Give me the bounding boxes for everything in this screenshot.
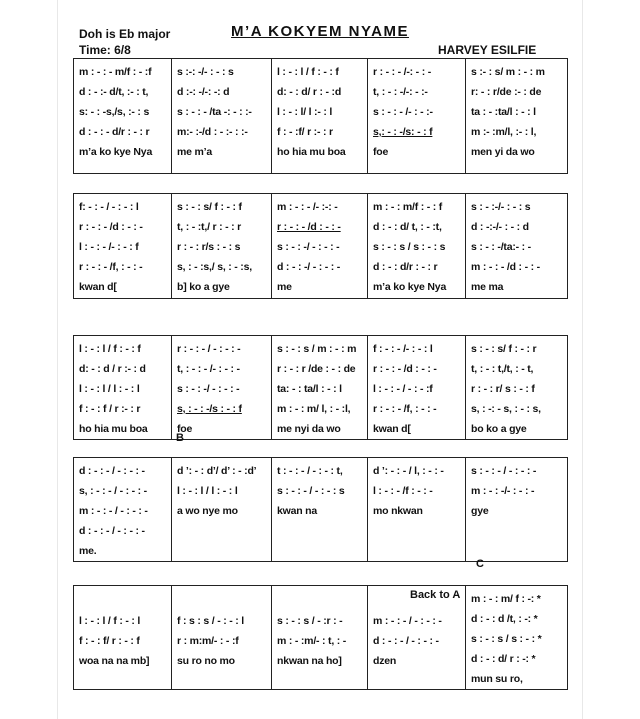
measure-cell: [466, 194, 568, 299]
solfa-line: f : - : - /- : - : l: [373, 343, 433, 355]
solfa-line: d ’: - : - / l, : - : -: [373, 465, 444, 477]
measure-cell: [172, 194, 272, 299]
solfa-line: r: - : r/de :- : de: [471, 86, 542, 98]
lyric-line: b] ko a gye: [177, 281, 230, 293]
solfa-line: m : - : - / - : - : -: [79, 505, 148, 517]
solfa-line: s : - : -/ - : - : -: [177, 383, 240, 395]
measure-cell: [74, 194, 172, 299]
composer-name: HARVEY ESILFIE: [438, 43, 537, 57]
measure-cell: [74, 59, 172, 174]
measure-cell: [466, 586, 568, 690]
measure-cell: [172, 336, 272, 440]
solfa-line: m : - : -/- : - : -: [471, 485, 535, 497]
solfa-line: t, : - :t,/ r : - : r: [177, 221, 242, 233]
measure-cell: [368, 336, 466, 440]
lyric-line: foe: [373, 146, 389, 158]
notation-system-1: [73, 58, 568, 174]
lyric-line: su ro no mo: [177, 655, 235, 667]
solfa-line: d : - : - / - : - : -: [373, 635, 439, 647]
solfa-line: l : - : l / f : - : f: [277, 66, 339, 78]
solfa-line: d :-: -/-: -: d: [177, 86, 230, 98]
solfa-line: s, : -: - s, : - : s,: [471, 403, 541, 415]
solfa-line: l : - : l / f : - : l: [79, 615, 141, 627]
solfa-line: s : - : s/ f : - : r: [471, 343, 537, 355]
solfa-line: s : - : - / - : - : s: [277, 485, 345, 497]
solfa-line: ta : - :ta/l : - : l: [471, 106, 536, 118]
solfa-line: d : - :- d/t, :- : t,: [79, 86, 149, 98]
measure-cell: [272, 458, 368, 562]
lyric-line: me.: [79, 545, 97, 557]
solfa-line: l : - : l/ l :- : l: [277, 106, 333, 118]
solfa-line: m : - : - /- :-: -: [277, 201, 338, 213]
measure-cell: [172, 458, 272, 562]
measure-cell: [368, 59, 466, 174]
solfa-line: f : - : f/ r : - : f: [79, 635, 140, 647]
solfa-line: l : - : - /- : - : f: [79, 241, 139, 253]
solfa-line: m : - : m/f : - : f: [373, 201, 443, 213]
solfa-line: d : - : -/ - : - : -: [277, 261, 341, 273]
lyric-line: woa na na mb]: [79, 655, 150, 667]
notation-system-3: [73, 335, 568, 440]
solfa-line: l : - : l / f : - : f: [79, 343, 141, 355]
solfa-line: r : - : - /f, : - : -: [373, 403, 437, 415]
solfa-line: r : - : - /d : - : -: [277, 221, 341, 233]
solfa-line: s : - : - /- : - :-: [373, 106, 433, 118]
solfa-line: l : - : l / l : - : l: [177, 485, 238, 497]
solfa-line: r : - : r/s : - : s: [177, 241, 241, 253]
solfa-line: d : - : d/r : - : r: [373, 261, 438, 273]
solfa-line: l : - : l / l : - : l: [79, 383, 140, 395]
notation-system-4: [73, 457, 568, 562]
measure-cell: [272, 59, 368, 174]
measure-cell: [368, 194, 466, 299]
lyric-line: nkwan na ho]: [277, 655, 342, 667]
solfa-line: f: - : - / - : - : l: [79, 201, 139, 213]
notation-system-5: [73, 585, 568, 690]
solfa-line: l : - : - / - : - :f: [373, 383, 433, 395]
solfa-line: s : - : s / m : - : m: [277, 343, 357, 355]
lyric-line: me m’a: [177, 146, 212, 158]
solfa-line: l : - : - /f : - : -: [373, 485, 433, 497]
solfa-line: d : - : d /t, : -: *: [471, 613, 538, 625]
solfa-line: f : - :f/ r :- : r: [277, 126, 333, 138]
solfa-line: r : - : - /-: - : -: [373, 66, 432, 78]
solfa-line: m :- :m/l, :- : l,: [471, 126, 537, 138]
section-marker-c: C: [476, 558, 484, 570]
solfa-line: s, : - : - / - : - : -: [79, 485, 147, 497]
lyric-line: mo nkwan: [373, 505, 423, 517]
measure-cell: [74, 586, 172, 690]
measure-cell: [172, 59, 272, 174]
solfa-line: s: - : -s,/s, :- : s: [79, 106, 150, 118]
solfa-line: t, : - : - /- : - : -: [177, 363, 240, 375]
solfa-line: m : - : - m/f : - :f: [79, 66, 152, 78]
solfa-line: t : - : - / - : - : t,: [277, 465, 343, 477]
lyric-line: kwan na: [277, 505, 318, 517]
song-title: M’A KOKYEM NYAME: [231, 23, 409, 40]
measure-cell: [74, 336, 172, 440]
solfa-line: f : - : f / r :- : r: [79, 403, 141, 415]
measure-cell: [466, 59, 568, 174]
solfa-line: r : - : r/ s : - : f: [471, 383, 535, 395]
measure-cell: [466, 458, 568, 562]
notation-system-2: [73, 193, 568, 299]
key-signature: Doh is Eb major: [79, 27, 171, 41]
solfa-line: s :-: -/- : - : s: [177, 66, 234, 78]
solfa-line: r : - : - /d : - : -: [79, 221, 143, 233]
measure-cell: [272, 194, 368, 299]
lyric-line: m’a ko kye Nya: [79, 146, 153, 158]
lyric-line: bo ko a gye: [471, 423, 527, 435]
solfa-line: s : - : -/ta:- : -: [471, 241, 531, 253]
solfa-line: s,: - : -/s: - : f: [373, 126, 433, 138]
lyric-line: me nyi da wo: [277, 423, 341, 435]
solfa-line: s : - :-/- : - : s: [471, 201, 531, 213]
solfa-line: f : s : s / - : - : l: [177, 615, 244, 627]
solfa-line: m : - : - /d : - : -: [471, 261, 540, 273]
measure-cell: [272, 586, 368, 690]
solfa-line: m : - : m/ l, : - :l,: [277, 403, 351, 415]
solfa-line: s : - : s / s : - : s: [373, 241, 446, 253]
measure-cell: [272, 336, 368, 440]
solfa-line: s : - : - / - : - : -: [471, 465, 537, 477]
lyric-line: gye: [471, 505, 489, 517]
measure-cell: [74, 458, 172, 562]
solfa-line: s : - : -/ - : - : -: [277, 241, 340, 253]
lyric-line: me: [277, 281, 292, 293]
time-signature: Time: 6/8: [79, 43, 131, 57]
solfa-line: d: - : d / r :- : d: [79, 363, 146, 375]
solfa-line: s : - : s / - :r : -: [277, 615, 343, 627]
solfa-line: t, : - : -/-: - :-: [373, 86, 428, 98]
solfa-line: r : - : - /f, : - : -: [79, 261, 143, 273]
solfa-line: d : - : - d/r : - : r: [79, 126, 150, 138]
solfa-line: r : - : - /d : - : -: [373, 363, 437, 375]
lyric-line: kwan d[: [79, 281, 117, 293]
solfa-line: r : - : r /de : - : de: [277, 363, 356, 375]
solfa-line: d: - : d/ r : - :d: [277, 86, 342, 98]
solfa-line: d : - : - / - : - : -: [79, 465, 145, 477]
solfa-line: d : - : d/ r : -: *: [471, 653, 536, 665]
lyric-line: ho hia mu boa: [79, 423, 148, 435]
lyric-line: ho hia mu boa: [277, 146, 346, 158]
solfa-line: s : - : s / s : - : *: [471, 633, 542, 645]
solfa-line: r : - : - / - : - : -: [177, 343, 241, 355]
lyric-line: men yi da wo: [471, 146, 535, 158]
back-to-a-instruction: Back to A: [410, 589, 461, 601]
solfa-line: s, : - :s,/ s, : - :s,: [177, 261, 252, 273]
solfa-line: m : - :m/- : t, : -: [277, 635, 347, 647]
solfa-line: d : - : - / - : - : -: [79, 525, 145, 537]
solfa-line: m : - : m/ f : -: *: [471, 593, 541, 605]
solfa-line: s : - : s/ f : - : f: [177, 201, 242, 213]
lyric-line: dzen: [373, 655, 397, 667]
solfa-line: s :- : s/ m : - : m: [471, 66, 545, 78]
solfa-line: d : -:-/- : - : d: [471, 221, 529, 233]
solfa-line: ta: - : ta/l : - : l: [277, 383, 342, 395]
measure-cell: [172, 586, 272, 690]
lyric-line: m’a ko kye Nya: [373, 281, 447, 293]
lyric-line: a wo nye mo: [177, 505, 238, 517]
measure-cell: [466, 336, 568, 440]
solfa-line: r : m:m/- : - :f: [177, 635, 239, 647]
solfa-line: s, : - : -/s : - : f: [177, 403, 242, 415]
solfa-line: d : - : d/ t, : - :t,: [373, 221, 442, 233]
lyric-line: foe: [177, 423, 193, 435]
solfa-line: d ’: - : d’/ d’ : - :d’: [177, 465, 257, 477]
measure-cell: [368, 586, 466, 690]
lyric-line: mun su ro,: [471, 673, 523, 685]
solfa-line: t, : - : t,/t, : - t,: [471, 363, 534, 375]
lyric-line: kwan d[: [373, 423, 411, 435]
solfa-line: m:- :-/d : - :- : :-: [177, 126, 248, 138]
measure-cell: [368, 458, 466, 562]
section-marker-b: B: [176, 432, 184, 444]
solfa-line: s : - : - /ta -: - : :-: [177, 106, 252, 118]
solfa-line: m : - : - / - : - : -: [373, 615, 442, 627]
lyric-line: me ma: [471, 281, 504, 293]
